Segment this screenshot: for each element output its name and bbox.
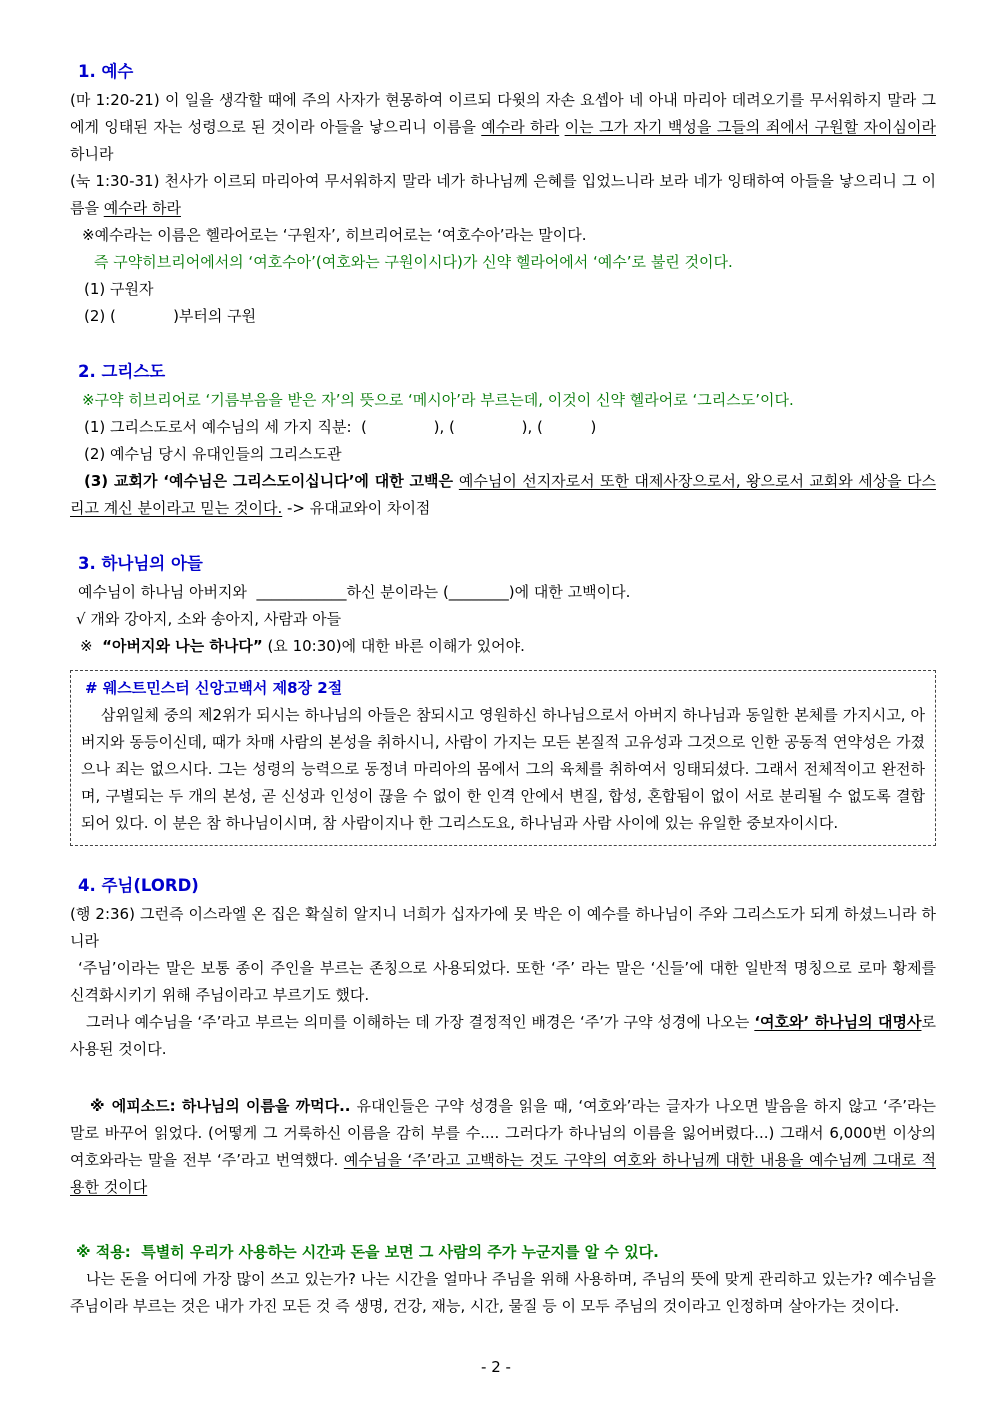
quote-bold: “아버지와 나는 하나다” <box>102 637 263 655</box>
underlined-phrase: 예수님이 선지자로서 또한 대제사장으로서, 왕으로서 교회와 세상을 다스리고 계신 분이라고 믿는 것이다. <box>70 472 936 517</box>
jehovah-pronoun-bold-underline: ‘여호와’ 하나님의 대명사 <box>754 1013 922 1031</box>
confession-box-body: 삼위일체 중의 제2위가 되시는 하나님의 아들은 참되시고 영원하신 하나님으로서 아버지 하나님과 동일한 본체를 가지시고, 아버지와 동등이신데, 때가 차매 사람의 본성을 취하시니, 사람이 가지는 모든 본질적 고유성과 그것으로 인한 공동적 연약성은 가졌으나 죄는 없으시다. 그는 성령의 능력으로 동정녀 마리아의 몸에서 그의 육체를 취하여서 잉태되셨다. 그래서 전체적이고 완전하며, 구별되는 두 개의 본성, 곧 신성과 인성이 끊을 수 없이 한 인격 안에서 변질, 합성, 혼합됨이 없이 서로 분리될 수 없도록 결합되어 있다. 이 분은 참 하나님이시며, 참 사람이지나 한 그리스도요, 하나님과 사람 사이에 있는 유일한 중보자이시다. <box>81 706 925 832</box>
underlined-phrase: 예수라 하라 <box>481 118 560 136</box>
note-mark: ※ <box>80 637 103 655</box>
confession-lead-bold: (3) 교회가 ‘예수님은 그리스도이십니다’에 대한 고백은 <box>84 472 459 490</box>
item-salvation-blank: (2) ( )부터의 구원 <box>84 307 257 325</box>
christ-meaning-note: ※구약 히브리어로 ‘기름부음을 받은 자’의 뜻으로 ‘메시아’라 부르는데, 이것이 신약 헬라어로 ‘그리스도’이다. <box>82 391 794 409</box>
application-section <box>70 1239 941 1320</box>
section-1-heading: 1. 예수 <box>78 62 134 81</box>
luke-verse-paragraph <box>70 168 936 222</box>
lord-title-usage-paragraph: ‘주님’이라는 말은 보통 종이 주인을 부르는 존칭으로 사용되었다. 또한 ‘주’ 라는 말은 ‘신들’에 대한 일반적 명칭으로 로마 황제를 신격화시키기 위해 주님이라고 부르기도 했다. <box>70 959 941 1004</box>
john-10-30-line <box>70 633 936 660</box>
verse-text: 하니라 <box>70 118 941 163</box>
item-church-confession <box>70 468 936 522</box>
jesus-name-note: ※예수라는 이름은 헬라어로는 ‘구원자’, 히브리어로는 ‘여호수아’라는 말이다. <box>82 226 587 244</box>
episode-title-bold: ※ 에피소드: 하나님의 이름을 까먹다.. <box>90 1097 357 1115</box>
page-number: - 2 - <box>481 1358 511 1376</box>
item-three-offices: (1) 그리스도로서 예수님의 세 가지 직분: ( ), ( ), ( ) <box>84 418 597 436</box>
body-text: 그러나 예수님을 ‘주’라고 부르는 의미를 이해하는 데 가장 결정적인 배경은 ‘주’가 구약 성경에 나오는 <box>86 1013 755 1031</box>
lord-meaning-paragraph <box>70 1009 941 1063</box>
jesus-name-note-green: 즉 구약히브리어에서의 ‘여호수아’(여호와는 구원이시다)가 신약 헬라어에서 ‘예수’로 불린 것이다. <box>94 253 733 271</box>
episode-section <box>70 1093 941 1201</box>
episode-paragraph <box>70 1093 941 1201</box>
item-savior: (1) 구원자 <box>84 280 154 298</box>
note-tail: (요 10:30)에 대한 바른 이해가 있어야. <box>262 637 525 655</box>
item-jewish-christ-view: (2) 예수님 당시 유대인들의 그리스도관 <box>84 445 342 463</box>
confession-box-title: # 웨스트민스터 신앙고백서 제8장 2절 <box>85 679 343 697</box>
acts-verse-paragraph: (행 2:36) 그런즉 이스라엘 온 집은 확실히 알지니 너희가 십자가에 못 박은 이 예수를 하나님이 주와 그리스도가 되게 하셨느니라 하니라 <box>70 905 936 950</box>
episode-body: 유대인들은 구약 성경을 읽을 때, ‘여호와’라는 글자가 나오면 발음을 하지 않고 ‘주’라는 말로 바꾸어 읽었다. (어떻게 그 거룩하신 이름을 감히 부를 수.... 그러다가 하나님의 이름을 잃어버렸다...) 그래서 6,000번 이상의 여호와라는 말을 전부 ‘주’라고 번역했다. <box>70 1097 941 1169</box>
section-3-heading: 3. 하나님의 아들 <box>78 554 203 573</box>
verse-text: (눅 1:30-31) 천사가 이르되 마리아여 무서워하지 말라 네가 하나님께 은혜를 입었느니라 보라 네가 잉태하여 아들을 낳으리니 그 이름을 <box>70 172 936 217</box>
body-text: 로 사용된 것이다. <box>70 1013 941 1058</box>
verse-text: (마 1:20-21) 이 일을 생각할 때에 주의 사자가 현몽하여 이르되 다윗의 자손 요셉아 네 아내 마리아 데려오기를 무서워하지 말라 그에게 잉태된 자는 성령으로 된 것이라 아들을 낳으리니 이름을 <box>70 91 936 136</box>
section-2-christ <box>70 358 936 522</box>
analogy-line: √ 개와 강아지, 소와 송아지, 사람과 아들 <box>76 610 342 628</box>
underlined-phrase: 예수님을 ‘주’라고 고백하는 것도 구약의 여호와 하나님께 대한 내용을 예수님께 그대로 적용한 것이다 <box>70 1151 936 1196</box>
section-4-heading: 4. 주님(LORD) <box>78 876 199 895</box>
underlined-phrase: 예수라 하라 <box>103 199 181 217</box>
section-3-son-of-god <box>70 550 936 846</box>
matthew-verse-paragraph <box>70 87 941 168</box>
westminster-confession-box <box>70 670 936 846</box>
application-title: ※ 적용: 특별히 우리가 사용하는 시간과 돈을 보면 그 사람의 주가 누군지를 알 수 있다. <box>76 1243 659 1261</box>
confession-tail: -> 유대교와이 차이점 <box>282 499 431 517</box>
section-2-heading: 2. 그리스도 <box>78 362 166 381</box>
son-of-god-blank-line: 예수님이 하나님 아버지와 ____________하신 분이라는 (________)에 대한 고백이다. <box>78 583 631 601</box>
section-1-jesus <box>70 58 941 330</box>
section-4-lord <box>70 872 941 1063</box>
application-body: 나는 돈을 어디에 가장 많이 쓰고 있는가? 나는 시간을 얼마나 주님을 위해 사용하며, 주님의 뜻에 맞게 관리하고 있는가? 예수님을 주님이라 부르는 것은 내가 가진 모든 것 즉 생명, 건강, 재능, 시간, 물질 등 이 모두 주님의 것이라고 인정하며 살아가는 것이다. <box>70 1270 941 1315</box>
underlined-phrase: 이는 그가 자기 백성을 그들의 죄에서 구원할 자이심이라 <box>564 118 937 136</box>
